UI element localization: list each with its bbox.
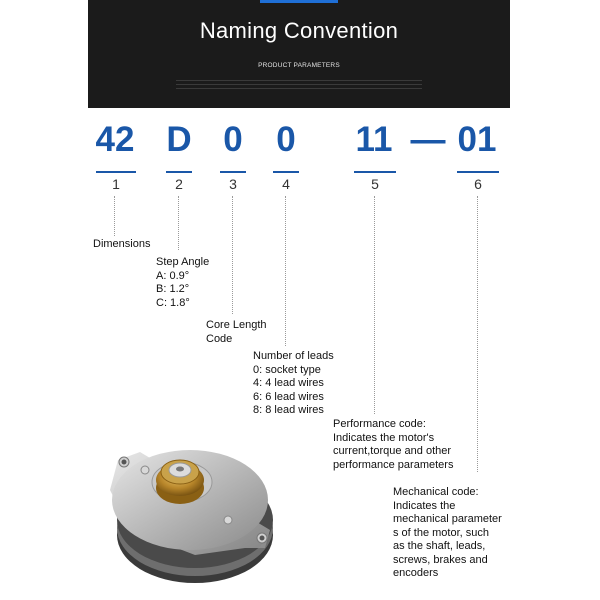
index-3: 3 bbox=[229, 176, 237, 192]
leads-option: 0: socket type bbox=[253, 363, 321, 376]
performance-line: current,torque and other bbox=[333, 445, 452, 457]
leads-block bbox=[253, 350, 334, 418]
header-banner bbox=[88, 0, 510, 108]
code-leads: 0 bbox=[276, 120, 296, 159]
mechanical-line: screws, brakes and bbox=[393, 553, 488, 566]
underline-4 bbox=[273, 171, 299, 173]
leader-line-4 bbox=[285, 196, 286, 346]
leads-option: 8: 8 lead wires bbox=[253, 404, 324, 416]
code-dash: — bbox=[410, 120, 446, 159]
page-title: Naming Convention bbox=[199, 18, 399, 43]
leader-line-2 bbox=[178, 196, 179, 250]
mechanical-line: Mechanical code: bbox=[393, 486, 479, 498]
mechanical-line: as the shaft, leads, bbox=[393, 540, 486, 552]
core-length-line: Code bbox=[206, 332, 233, 345]
step-angle-block bbox=[156, 256, 209, 310]
index-6: 6 bbox=[474, 176, 482, 192]
step-angle-title: Step Angle bbox=[156, 256, 210, 268]
underline-6 bbox=[457, 171, 499, 173]
dimensions-label: Dimensions bbox=[93, 238, 151, 250]
index-2: 2 bbox=[175, 176, 183, 192]
underline-3 bbox=[220, 171, 246, 173]
mechanical-line: Indicates the bbox=[393, 499, 456, 512]
leads-option: 6: 6 lead wires bbox=[253, 390, 324, 403]
index-5: 5 bbox=[371, 176, 379, 192]
index-1: 1 bbox=[112, 176, 120, 192]
leads-title: Number of leads bbox=[253, 350, 334, 362]
mechanical-line: encoders bbox=[393, 567, 439, 579]
mechanical-block bbox=[393, 486, 502, 581]
leader-line-5 bbox=[374, 196, 375, 414]
accent-bar bbox=[260, 0, 338, 3]
leader-line-6 bbox=[477, 196, 478, 472]
core-length-line: Core Length bbox=[206, 319, 267, 331]
leader-line-3 bbox=[232, 196, 233, 314]
stepper-motor-image bbox=[100, 430, 285, 590]
step-angle-option: C: 1.8° bbox=[156, 296, 190, 309]
code-core-length: 0 bbox=[223, 120, 243, 159]
code-dimensions: 42 bbox=[95, 120, 135, 159]
underline-1 bbox=[96, 171, 136, 173]
mechanical-line: mechanical parameter bbox=[393, 513, 502, 525]
performance-block bbox=[333, 418, 453, 472]
code-performance: 11 bbox=[355, 120, 393, 159]
underline-5 bbox=[354, 171, 396, 173]
code-step-angle: D bbox=[166, 120, 192, 159]
core-length-block bbox=[206, 319, 267, 346]
performance-line: Indicates the motor's bbox=[333, 431, 435, 444]
performance-line: performance parameters bbox=[333, 458, 454, 471]
index-4: 4 bbox=[282, 176, 290, 192]
underline-2 bbox=[166, 171, 192, 173]
code-mechanical: 01 bbox=[457, 120, 497, 159]
decorative-fine-text bbox=[176, 80, 422, 90]
page-subtitle: PRODUCT PARAMETERS bbox=[258, 62, 340, 69]
mechanical-line: s of the motor, such bbox=[393, 526, 489, 539]
leader-line-1 bbox=[114, 196, 115, 236]
leads-option: 4: 4 lead wires bbox=[253, 377, 324, 389]
step-angle-option: A: 0.9° bbox=[156, 269, 190, 282]
performance-line: Performance code: bbox=[333, 418, 426, 430]
step-angle-option: B: 1.2° bbox=[156, 283, 190, 295]
